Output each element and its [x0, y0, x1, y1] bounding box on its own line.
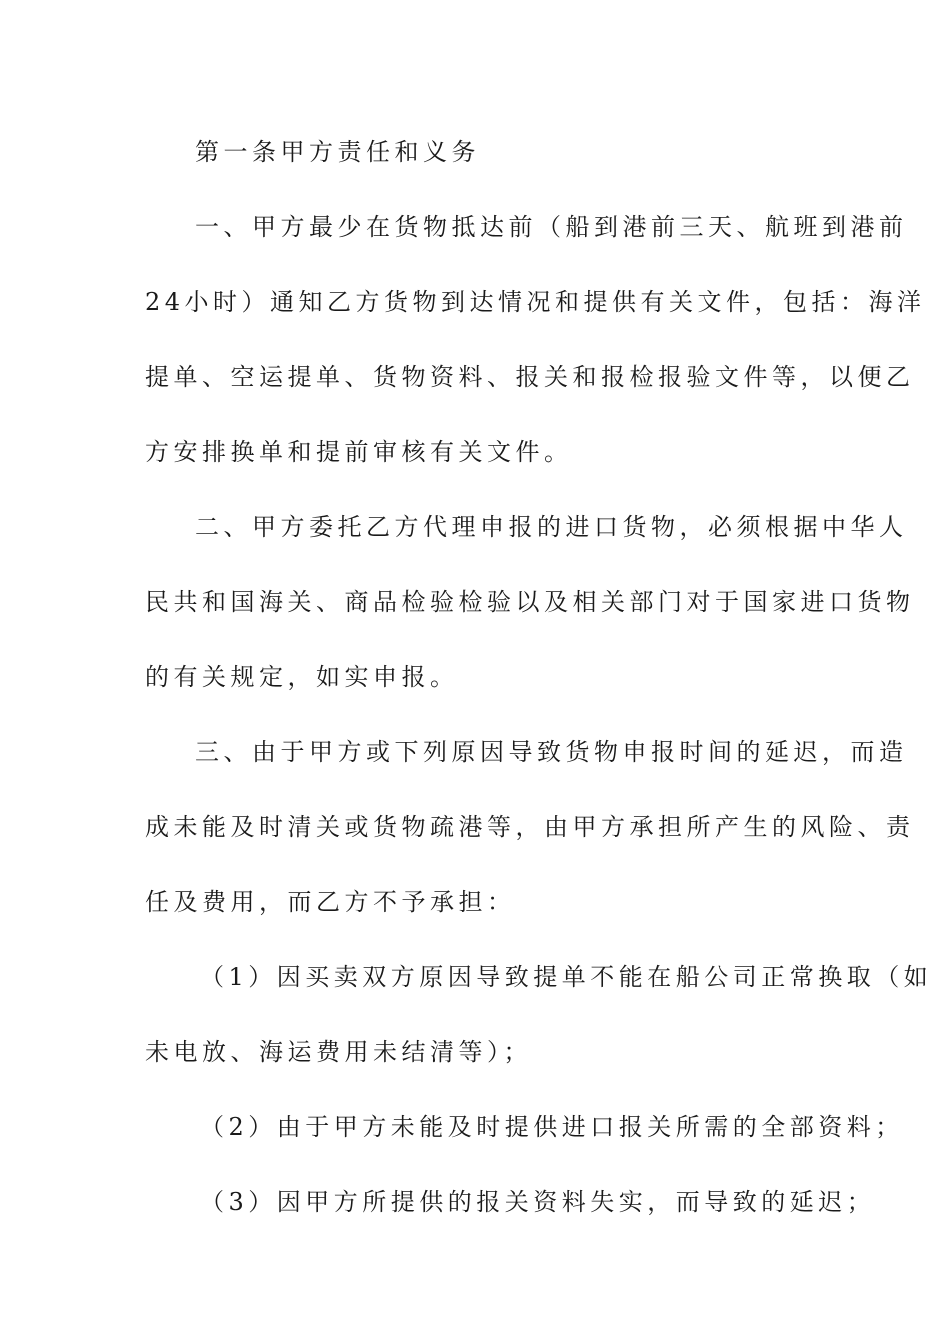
clause-heading: 第一条甲方责任和义务 [195, 138, 480, 166]
paragraph-2-line-1: 二、甲方委托乙方代理申报的进口货物，必须根据中华人 [195, 513, 908, 541]
paragraph-3-line-3: 任及费用，而乙方不予承担： [145, 888, 516, 916]
paragraph-2-line-2: 民共和国海关、商品检验检验以及相关部门对于国家进口货物 [145, 588, 915, 616]
item-1-line-2: 未电放、海运费用未结清等）； [145, 1038, 532, 1066]
paragraph-3-line-1: 三、由于甲方或下列原因导致货物申报时间的延迟，而造 [195, 738, 908, 766]
paragraph-2-line-3: 的有关规定，如实申报。 [145, 663, 459, 691]
paragraph-1-line-2: 24小时）通知乙方货物到达情况和提供有关文件，包括：海洋 [145, 288, 926, 316]
item-2-line-1: （2）由于甲方未能及时提供进口报关所需的全部资料； [200, 1113, 904, 1141]
paragraph-1-line-1: 一、甲方最少在货物抵达前（船到港前三天、航班到港前 [195, 213, 908, 241]
paragraph-3-line-2: 成未能及时清关或货物疏港等，由甲方承担所产生的风险、责 [145, 813, 915, 841]
paragraph-1-line-4: 方安排换单和提前审核有关文件。 [145, 438, 573, 466]
item-3-line-1: （3）因甲方所提供的报关资料失实，而导致的延迟； [200, 1188, 876, 1216]
item-1-line-1: （1）因买卖双方原因导致提单不能在船公司正常换取（如 [200, 963, 933, 991]
paragraph-1-line-3: 提单、空运提单、货物资料、报关和报检报验文件等，以便乙 [145, 363, 915, 391]
